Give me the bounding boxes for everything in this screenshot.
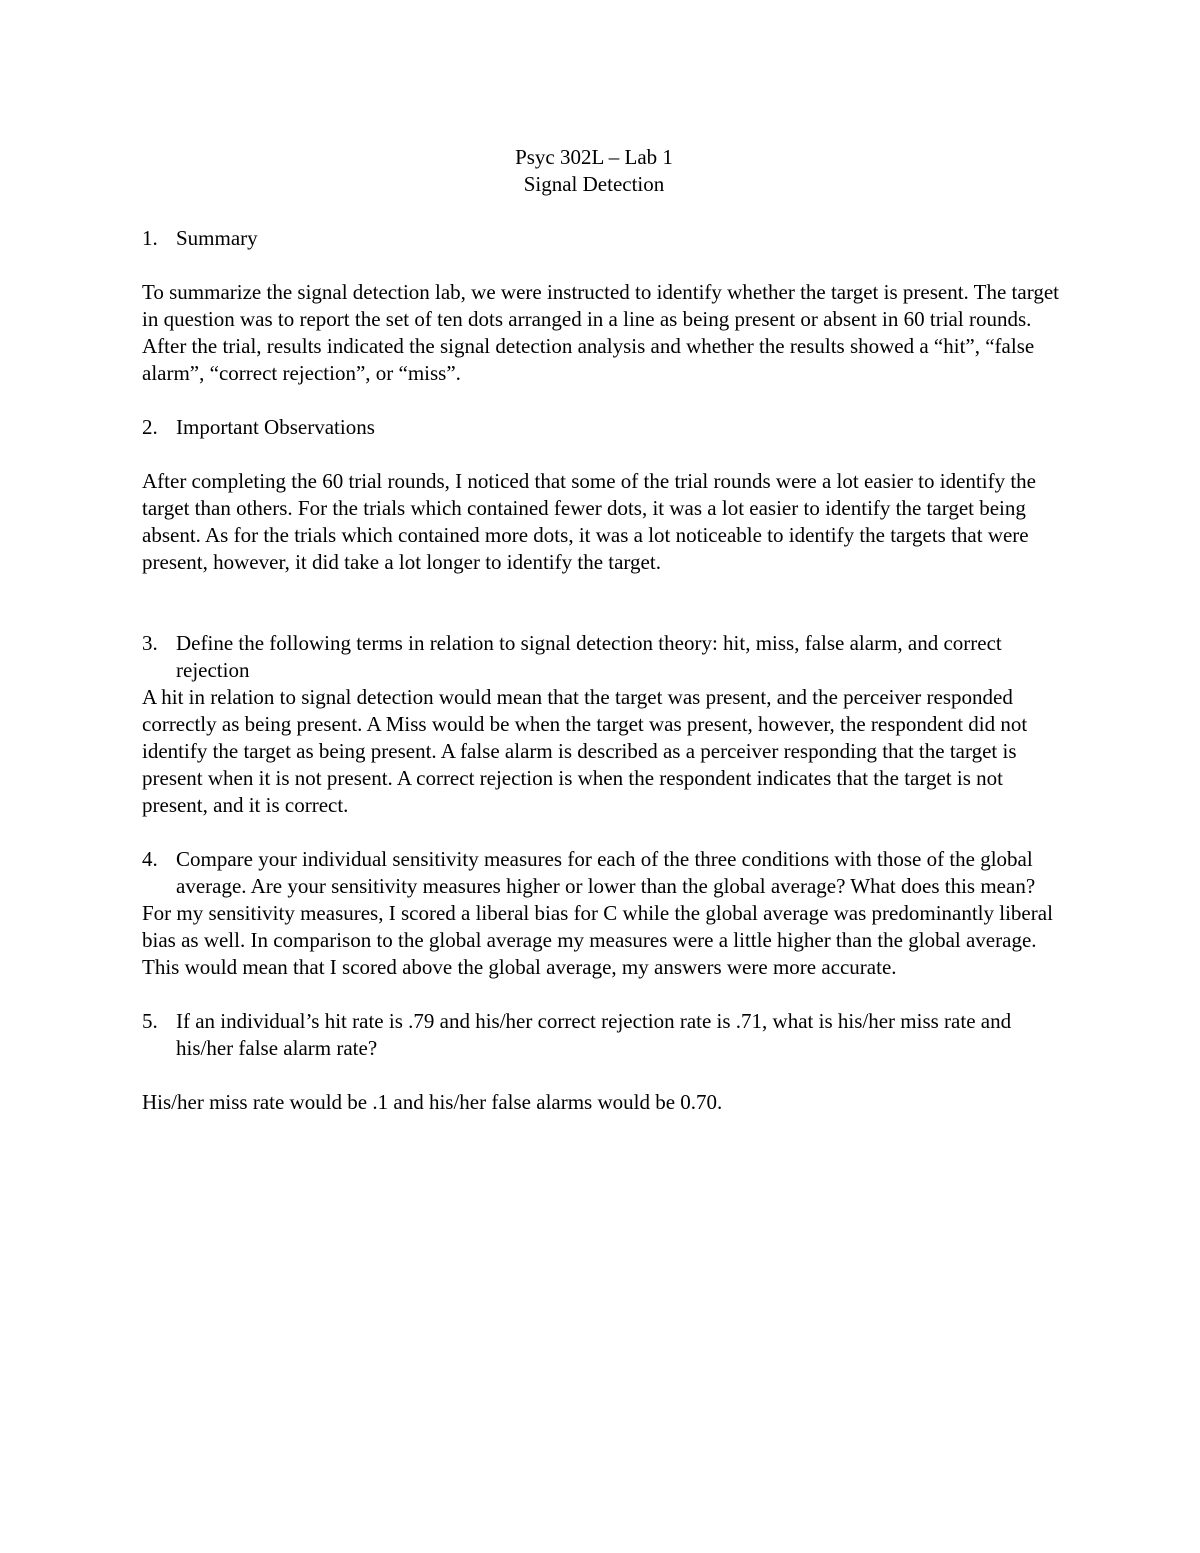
section-1-number: 1. bbox=[142, 226, 158, 250]
section-5-number: 5. bbox=[142, 1009, 158, 1033]
section-1-heading bbox=[142, 225, 1072, 252]
section-5-heading-text: If an individual’s hit rate is .79 and his/her correct rejection rate is .71, what is his/her miss rate and his/her false alarm rate? bbox=[176, 1009, 1012, 1060]
section-3-number: 3. bbox=[142, 631, 158, 655]
section-2-heading bbox=[142, 414, 1072, 441]
section-4-body: For my sensitivity measures, I scored a liberal bias for C while the global average was predominantly liberal bias as well. In comparison to the global average my measures were a little higher than the global average. This would mean that I scored above the global average, my answers were more accurate. bbox=[142, 901, 1053, 979]
section-4-heading bbox=[142, 846, 1072, 900]
section-1-body: To summarize the signal detection lab, we were instructed to identify whether the target is present. The target in question was to report the set of ten dots arranged in a line as being present or absent in 60 trial rounds. After the trial, results indicated the signal detection analysis and whether the results showed a “hit”, “false alarm”, “correct rejection”, or “miss”. bbox=[142, 280, 1059, 385]
document-title bbox=[0, 144, 1188, 198]
title-course-lab: Psyc 302L – Lab 1 bbox=[515, 145, 673, 169]
document-body bbox=[142, 225, 1072, 1116]
section-2-number: 2. bbox=[142, 415, 158, 439]
section-5-heading bbox=[142, 1008, 1072, 1062]
section-3-body: A hit in relation to signal detection would mean that the target was present, and the perceiver responded correctly as being present. A Miss would be when the target was present, however, the respondent did not identify the target as being present. A false alarm is described as a perceiver responding that the target is present when it is not present. A correct rejection is when the respondent indicates that the target is not present, and it is correct. bbox=[142, 685, 1028, 817]
section-2-body: After completing the 60 trial rounds, I noticed that some of the trial rounds were a lot easier to identify the target than others. For the trials which contained fewer dots, it was a lot easier to identify the target being absent. As for the trials which contained more dots, it was a lot noticeable to identify the targets that were present, however, it did take a lot longer to identify the target. bbox=[142, 469, 1036, 574]
title-topic: Signal Detection bbox=[523, 172, 665, 196]
section-3-heading-text: Define the following terms in relation to signal detection theory: hit, miss, false alarm, and correct rejection bbox=[176, 631, 1002, 682]
section-1-heading-text: Summary bbox=[176, 226, 258, 250]
section-4-heading-text: Compare your individual sensitivity measures for each of the three conditions with those of the global average. Are your sensitivity measures higher or lower than the global average? What does this mean? bbox=[176, 847, 1036, 898]
section-4-number: 4. bbox=[142, 847, 158, 871]
section-3-heading bbox=[142, 630, 1072, 684]
section-2-heading-text: Important Observations bbox=[176, 415, 375, 439]
section-5-body: His/her miss rate would be .1 and his/her false alarms would be 0.70. bbox=[142, 1090, 723, 1114]
